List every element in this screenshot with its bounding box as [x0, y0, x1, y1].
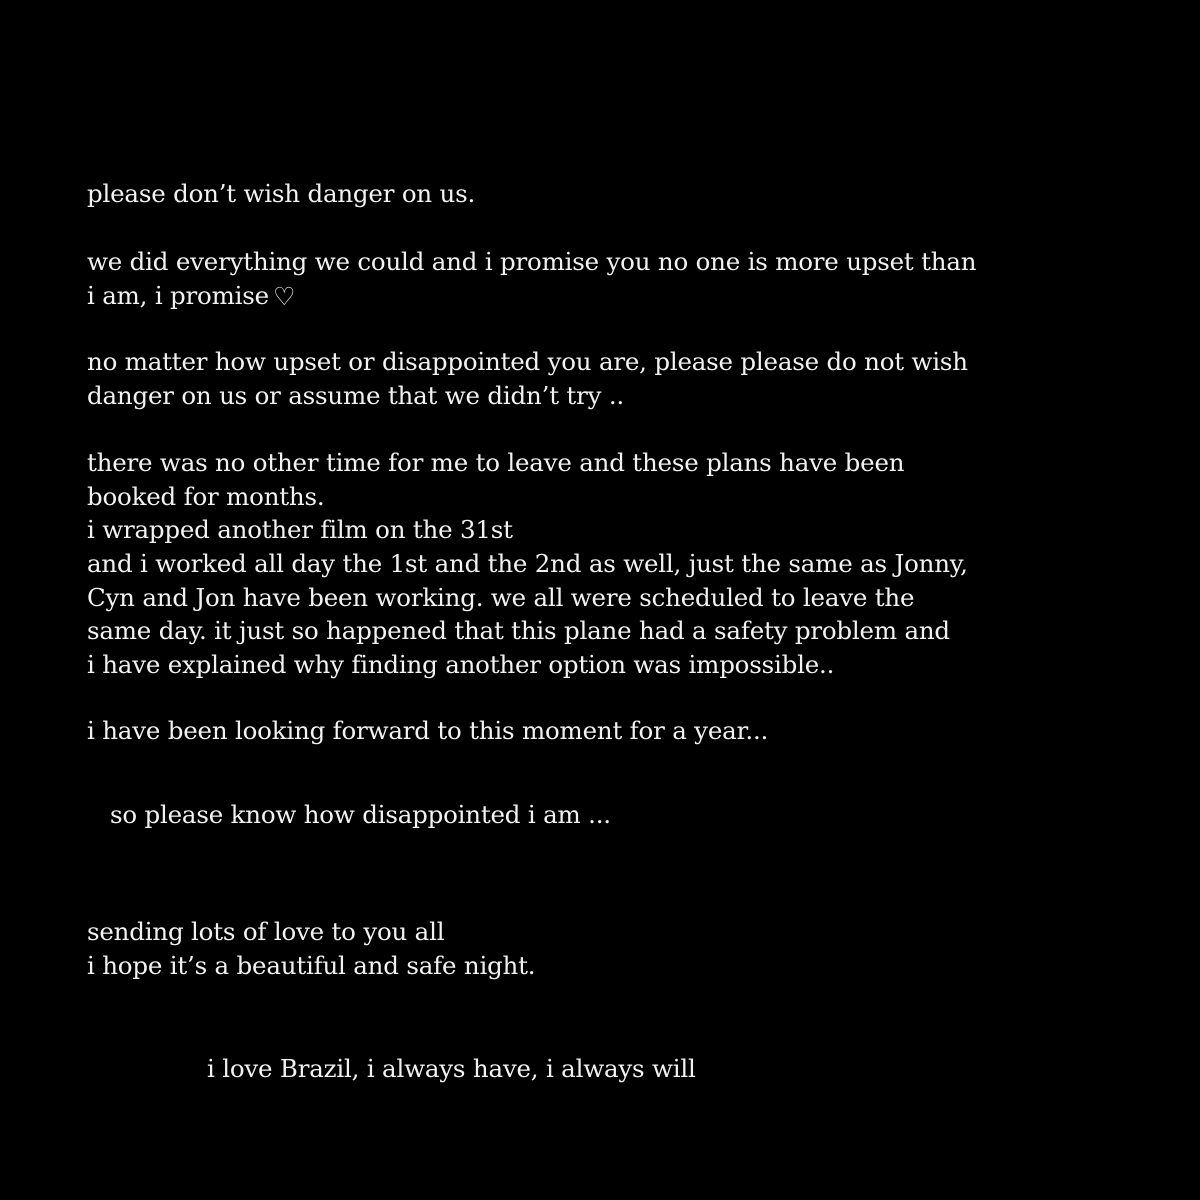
text-line: there was no other time for me to leave and these plans have been: [87, 448, 905, 477]
text-line: Cyn and Jon have been working. we all were scheduled to leave the: [87, 583, 915, 612]
text-line: i wrapped another film on the 31st: [87, 515, 513, 544]
heart-icon: ♡: [272, 282, 296, 311]
text-line: i hope it’s a beautiful and safe night.: [87, 951, 536, 980]
text-line: i have been looking forward to this moment for a year...: [87, 716, 769, 745]
text-line: so please know how disappointed i am ...: [110, 800, 611, 829]
text-line: danger on us or assume that we didn’t try ..: [87, 381, 624, 410]
text-line: please don’t wish danger on us.: [87, 179, 476, 208]
text-line: i am, i promise: [87, 281, 269, 310]
text-line: i have explained why finding another option was impossible..: [87, 650, 835, 679]
text-line: no matter how upset or disappointed you are, please please do not wish: [87, 347, 968, 376]
text-line: we did everything we could and i promise you no one is more upset than: [87, 247, 977, 276]
text-line: and i worked all day the 1st and the 2nd as well, just the same as Jonny,: [87, 549, 968, 578]
closing-line: i love Brazil, i always have, i always will: [207, 1054, 696, 1083]
text-line: same day. it just so happened that this plane had a safety problem and: [87, 616, 950, 645]
text-line: sending lots of love to you all: [87, 917, 445, 946]
text-line-with-heart: [87, 279, 295, 313]
text-line: booked for months.: [87, 482, 325, 511]
